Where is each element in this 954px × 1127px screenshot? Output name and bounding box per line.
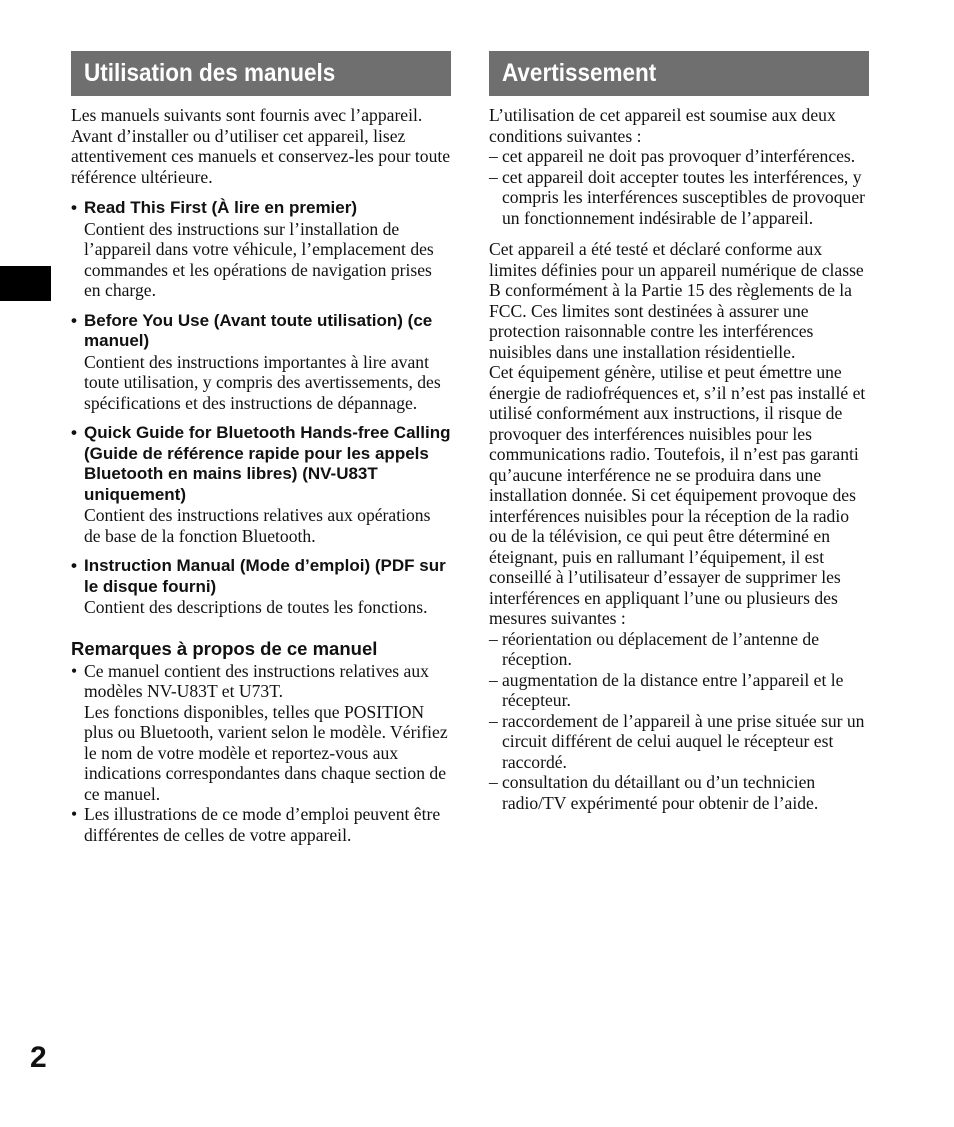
manual-item xyxy=(71,311,451,414)
manuals-content xyxy=(71,105,451,845)
note-text: Les illustrations de ce mode d’emploi peuvent être différentes de celles de votre appareil. xyxy=(84,804,441,845)
measure-text: réorientation ou déplacement de l’antenne de réception. xyxy=(502,628,820,669)
manual-title: Before You Use (Avant toute utilisation) (ce manuel) xyxy=(84,310,433,350)
condition-text: cet appareil doit accepter toutes les interférences, y compris les interférences susceptibles de provoquer un fonctionnement indésirable de l’appareil. xyxy=(502,166,865,228)
manual-title: Quick Guide for Bluetooth Hands-free Calling (Guide de référence rapide pour les appels Bluetooth en mains libres) (NV-U83T uniquement) xyxy=(84,423,451,504)
bullet-mark: • xyxy=(71,556,77,575)
dash-mark: – xyxy=(489,166,498,187)
measure-item xyxy=(489,629,869,670)
condition-text: cet appareil ne doit pas provoquer d’interférences. xyxy=(502,146,856,166)
measure-text: consultation du détaillant ou d’un technicien radio/TV expérimenté pour obtenir de l’aide. xyxy=(502,772,819,813)
bullet-mark: • xyxy=(71,423,77,442)
intro-paragraph-2: Avant d’installer ou d’utiliser cet appareil, lisez attentivement ces manuels et conservez-les pour toute référence ultérieure. xyxy=(71,125,451,187)
section-tab-marker xyxy=(0,266,51,301)
section-header-warning-title: Avertissement xyxy=(502,59,657,87)
bullet-mark: • xyxy=(71,804,78,824)
interference-paragraph: Cet équipement génère, utilise et peut émettre une énergie de radiofréquences et, s’il n’est pas installé et utilisé conformément aux instructions, il risque de provoquer des interférences nuisibles pour les communications radio. Toutefois, il n’est pas garanti qu’aucune interférence ne se produira dans une installation donnée. Si cet équipement provoque des interférences nuisibles pour la réception de la radio ou de la télévision, ce qui peut être déterminé en éteignant, puis en rallumant l’équipement, il est conseillé à l’utilisateur d’essayer de supprimer les interférences en appliquant l’une ou plusieurs des mesures suivantes : xyxy=(489,362,866,628)
note-text: Ce manuel contient des instructions relatives aux modèles NV-U83T et U73T. xyxy=(84,660,429,701)
manual-description: Contient des instructions importantes à lire avant toute utilisation, y compris des avertissements, des spécifications et des instructions de dépannage. xyxy=(84,351,441,413)
measure-text: raccordement de l’appareil à une prise située sur un circuit différent de celui auquel le récepteur est raccordé. xyxy=(502,710,865,772)
measure-item xyxy=(489,772,869,813)
manual-description: Contient des instructions relatives aux opérations de base de la fonction Bluetooth. xyxy=(84,505,431,546)
dash-mark: – xyxy=(489,146,498,166)
note-extra: Les fonctions disponibles, telles que POSITION plus ou Bluetooth, varient selon le modèle. Vérifiez le nom de votre modèle et reportez-vous aux indications correspondantes dans chaque section de ce manuel. xyxy=(84,701,448,804)
notes-heading: Remarques à propos de ce manuel xyxy=(71,637,378,659)
section-header-manuals xyxy=(71,51,451,96)
measure-item xyxy=(489,670,869,711)
measure-text: augmentation de la distance entre l’appareil et le récepteur. xyxy=(502,669,844,710)
warning-content xyxy=(489,105,869,813)
right-column xyxy=(489,51,869,813)
fcc-paragraph: Cet appareil a été testé et déclaré conforme aux limites définies pour un appareil numérique de classe B conformément à la Partie 15 des règlements de la FCC. Ces limites sont destinées à assurer une protection raisonnable contre les interférences nuisibles dans une installation résidentielle. xyxy=(489,239,864,362)
dash-mark: – xyxy=(489,628,498,649)
manual-title: Read This First (À lire en premier) xyxy=(84,198,358,217)
measure-item xyxy=(489,711,869,773)
bullet-mark: • xyxy=(71,660,78,681)
manual-item xyxy=(71,198,451,301)
page-number: 2 xyxy=(30,1041,47,1074)
manual-description: Contient des descriptions de toutes les fonctions. xyxy=(84,597,428,617)
manual-item xyxy=(71,556,451,618)
note-item xyxy=(71,661,451,805)
intro-paragraph-1: Les manuels suivants sont fournis avec l’appareil. xyxy=(71,105,423,125)
left-column xyxy=(71,51,451,845)
section-header-warning xyxy=(489,51,869,96)
manual-item xyxy=(71,423,451,546)
dash-mark: – xyxy=(489,772,498,792)
condition-item xyxy=(489,146,869,167)
bullet-mark: • xyxy=(71,310,77,330)
note-item xyxy=(71,804,451,845)
warning-intro: L’utilisation de cet appareil est soumise aux deux conditions suivantes : xyxy=(489,105,836,146)
section-header-manuals-title: Utilisation des manuels xyxy=(84,59,336,87)
manual-description: Contient des instructions sur l’installation de l’appareil dans votre véhicule, l’emplacement des commandes et les opérations de navigation prises en charge. xyxy=(84,218,434,300)
manual-title: Instruction Manual (Mode d’emploi) (PDF sur le disque fourni) xyxy=(84,556,446,596)
bullet-mark: • xyxy=(71,198,77,217)
condition-item xyxy=(489,167,869,229)
dash-mark: – xyxy=(489,710,498,731)
dash-mark: – xyxy=(489,669,498,690)
